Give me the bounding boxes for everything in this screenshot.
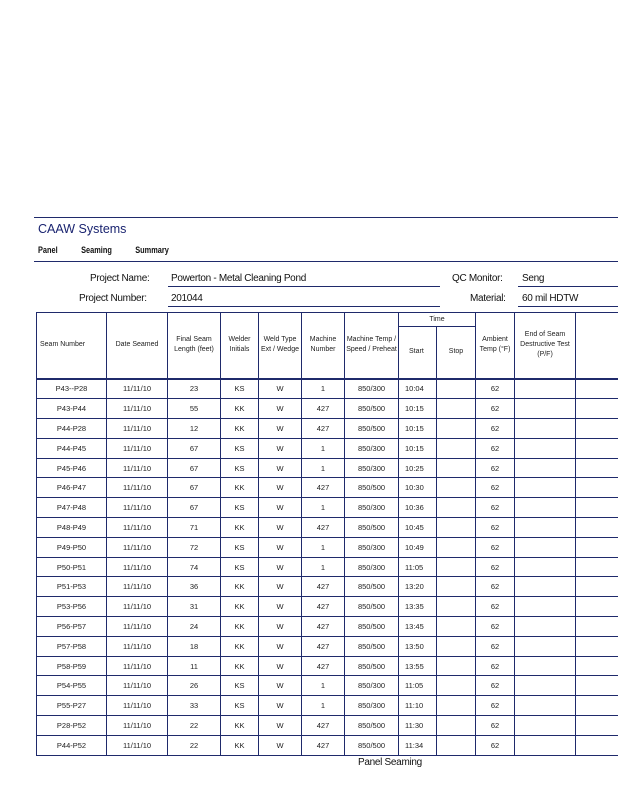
- cell-destructive-test: [515, 696, 576, 716]
- cell-weld-type: W: [259, 716, 302, 736]
- cell-seam-length: 22: [168, 735, 221, 755]
- cell-seam-length: 31: [168, 597, 221, 617]
- cell-blank: [576, 399, 618, 419]
- cell-stop-time: [437, 696, 476, 716]
- cell-welder: KS: [221, 696, 259, 716]
- cell-machine-number: 427: [302, 399, 345, 419]
- cell-start-time: 10:04: [399, 379, 437, 399]
- cell-blank: [576, 458, 618, 478]
- cell-destructive-test: [515, 438, 576, 458]
- cell-ambient-temp: 62: [476, 478, 515, 498]
- cell-start-time: 13:20: [399, 577, 437, 597]
- cell-machine-number: 427: [302, 617, 345, 637]
- cell-machine-number: 427: [302, 597, 345, 617]
- table-row: [37, 577, 618, 597]
- cell-seam-number: P54-P55: [37, 676, 107, 696]
- cell-machine-temp: 850/300: [345, 458, 399, 478]
- report-title-word: Summary: [135, 245, 169, 255]
- cell-machine-temp: 850/500: [345, 656, 399, 676]
- cell-start-time: 11:30: [399, 716, 437, 736]
- cell-ambient-temp: 62: [476, 597, 515, 617]
- cell-welder: KS: [221, 557, 259, 577]
- cell-machine-number: 1: [302, 458, 345, 478]
- cell-ambient-temp: 62: [476, 656, 515, 676]
- material-underline: [518, 306, 618, 307]
- cell-weld-type: W: [259, 676, 302, 696]
- cell-machine-temp: 850/500: [345, 716, 399, 736]
- table-row: [37, 399, 618, 419]
- cell-start-time: 11:05: [399, 557, 437, 577]
- cell-seam-number: P53-P56: [37, 597, 107, 617]
- cell-stop-time: [437, 518, 476, 538]
- cell-machine-number: 427: [302, 636, 345, 656]
- cell-seam-length: 74: [168, 557, 221, 577]
- cell-stop-time: [437, 636, 476, 656]
- cell-machine-temp: 850/500: [345, 518, 399, 538]
- cell-machine-temp: 850/300: [345, 676, 399, 696]
- cell-ambient-temp: 62: [476, 735, 515, 755]
- cell-date-seamed: 11/11/10: [107, 399, 168, 419]
- column-header-stop: Stop: [437, 327, 476, 379]
- cell-start-time: 11:05: [399, 676, 437, 696]
- cell-start-time: 11:34: [399, 735, 437, 755]
- project-name-underline: [168, 286, 440, 287]
- table-row: [37, 676, 618, 696]
- cell-machine-number: 427: [302, 478, 345, 498]
- cell-destructive-test: [515, 636, 576, 656]
- cell-machine-temp: 850/500: [345, 419, 399, 439]
- cell-ambient-temp: 62: [476, 458, 515, 478]
- column-header-weld-type: Weld Type Ext / Wedge: [259, 313, 302, 379]
- column-header-welder-initials: Welder Initials: [221, 313, 259, 379]
- cell-welder: KK: [221, 577, 259, 597]
- project-number-underline: [168, 306, 440, 307]
- cell-weld-type: W: [259, 617, 302, 637]
- cell-stop-time: [437, 577, 476, 597]
- cell-machine-temp: 850/300: [345, 438, 399, 458]
- cell-ambient-temp: 62: [476, 557, 515, 577]
- cell-seam-length: 36: [168, 577, 221, 597]
- cell-destructive-test: [515, 577, 576, 597]
- cell-destructive-test: [515, 419, 576, 439]
- table-row: [37, 656, 618, 676]
- material-value: 60 mil HDTW: [522, 293, 579, 304]
- cell-welder: KK: [221, 399, 259, 419]
- cell-weld-type: W: [259, 498, 302, 518]
- cell-machine-number: 427: [302, 656, 345, 676]
- cell-start-time: 10:36: [399, 498, 437, 518]
- cell-seam-number: P48-P49: [37, 518, 107, 538]
- cell-blank: [576, 716, 618, 736]
- cell-seam-length: 67: [168, 498, 221, 518]
- cell-weld-type: W: [259, 438, 302, 458]
- table-row: [37, 458, 618, 478]
- cell-machine-number: 427: [302, 577, 345, 597]
- cell-start-time: 10:25: [399, 458, 437, 478]
- cell-machine-number: 1: [302, 557, 345, 577]
- cell-welder: KK: [221, 518, 259, 538]
- cell-blank: [576, 597, 618, 617]
- cell-ambient-temp: 62: [476, 636, 515, 656]
- cell-welder: KS: [221, 498, 259, 518]
- cell-seam-number: P51-P53: [37, 577, 107, 597]
- cell-stop-time: [437, 557, 476, 577]
- cell-welder: KK: [221, 735, 259, 755]
- cell-weld-type: W: [259, 419, 302, 439]
- cell-date-seamed: 11/11/10: [107, 656, 168, 676]
- cell-seam-length: 12: [168, 419, 221, 439]
- cell-welder: KK: [221, 478, 259, 498]
- cell-seam-number: P47-P48: [37, 498, 107, 518]
- column-header-time: Time: [399, 313, 476, 327]
- cell-start-time: 13:55: [399, 656, 437, 676]
- cell-welder: KK: [221, 617, 259, 637]
- cell-destructive-test: [515, 478, 576, 498]
- cell-machine-temp: 850/300: [345, 696, 399, 716]
- table-row: [37, 537, 618, 557]
- cell-destructive-test: [515, 537, 576, 557]
- cell-seam-number: P49-P50: [37, 537, 107, 557]
- table-row: [37, 419, 618, 439]
- cell-machine-temp: 850/500: [345, 478, 399, 498]
- cell-machine-temp: 850/300: [345, 557, 399, 577]
- cell-weld-type: W: [259, 399, 302, 419]
- cell-blank: [576, 656, 618, 676]
- cell-ambient-temp: 62: [476, 419, 515, 439]
- cell-date-seamed: 11/11/10: [107, 478, 168, 498]
- cell-date-seamed: 11/11/10: [107, 597, 168, 617]
- cell-seam-number: P43-P44: [37, 399, 107, 419]
- cell-ambient-temp: 62: [476, 399, 515, 419]
- column-header-date-seamed: Date Seamed: [107, 313, 168, 379]
- cell-weld-type: W: [259, 458, 302, 478]
- cell-start-time: 11:10: [399, 696, 437, 716]
- table-row: [37, 478, 618, 498]
- cell-blank: [576, 537, 618, 557]
- cell-ambient-temp: 62: [476, 438, 515, 458]
- cell-seam-number: P28-P52: [37, 716, 107, 736]
- cell-date-seamed: 11/11/10: [107, 379, 168, 399]
- cell-seam-number: P43--P28: [37, 379, 107, 399]
- column-header-machine-temp: Machine Temp / Speed / Preheat: [345, 313, 399, 379]
- cell-weld-type: W: [259, 478, 302, 498]
- cell-machine-temp: 850/500: [345, 399, 399, 419]
- cell-seam-length: 67: [168, 438, 221, 458]
- table-row: [37, 557, 618, 577]
- cell-seam-number: P58-P59: [37, 656, 107, 676]
- cell-weld-type: W: [259, 597, 302, 617]
- cell-stop-time: [437, 478, 476, 498]
- cell-date-seamed: 11/11/10: [107, 696, 168, 716]
- cell-date-seamed: 11/11/10: [107, 577, 168, 597]
- cell-blank: [576, 379, 618, 399]
- cell-date-seamed: 11/11/10: [107, 716, 168, 736]
- cell-destructive-test: [515, 676, 576, 696]
- cell-seam-length: 33: [168, 696, 221, 716]
- cell-destructive-test: [515, 716, 576, 736]
- cell-weld-type: W: [259, 518, 302, 538]
- cell-blank: [576, 498, 618, 518]
- cell-destructive-test: [515, 656, 576, 676]
- cell-date-seamed: 11/11/10: [107, 458, 168, 478]
- cell-welder: KK: [221, 597, 259, 617]
- report-title-word: Panel: [38, 245, 58, 255]
- cell-ambient-temp: 62: [476, 518, 515, 538]
- cell-seam-length: 67: [168, 458, 221, 478]
- cell-seam-number: P50-P51: [37, 557, 107, 577]
- subtitle-rule: [34, 261, 618, 262]
- cell-machine-number: 427: [302, 716, 345, 736]
- cell-seam-length: 55: [168, 399, 221, 419]
- qc-monitor-underline: [518, 286, 618, 287]
- cell-blank: [576, 557, 618, 577]
- cell-destructive-test: [515, 399, 576, 419]
- cell-seam-length: 72: [168, 537, 221, 557]
- cell-blank: [576, 518, 618, 538]
- cell-date-seamed: 11/11/10: [107, 676, 168, 696]
- report-title-word: Seaming: [81, 245, 112, 255]
- column-header-blank: [576, 313, 618, 379]
- seaming-table: [36, 312, 618, 756]
- cell-stop-time: [437, 438, 476, 458]
- column-header-seam-number: Seam Number: [37, 313, 107, 379]
- top-rule: [34, 217, 618, 218]
- cell-date-seamed: 11/11/10: [107, 537, 168, 557]
- project-name-label: Project Name:: [90, 273, 150, 284]
- cell-destructive-test: [515, 557, 576, 577]
- cell-blank: [576, 419, 618, 439]
- cell-ambient-temp: 62: [476, 379, 515, 399]
- cell-seam-number: P44-P28: [37, 419, 107, 439]
- cell-machine-temp: 850/500: [345, 577, 399, 597]
- cell-blank: [576, 617, 618, 637]
- cell-machine-temp: 850/500: [345, 617, 399, 637]
- table-row: [37, 735, 618, 755]
- cell-seam-length: 18: [168, 636, 221, 656]
- cell-ambient-temp: 62: [476, 676, 515, 696]
- table-row: [37, 716, 618, 736]
- cell-start-time: 10:30: [399, 478, 437, 498]
- cell-weld-type: W: [259, 656, 302, 676]
- cell-ambient-temp: 62: [476, 696, 515, 716]
- cell-weld-type: W: [259, 577, 302, 597]
- cell-seam-number: P44-P52: [37, 735, 107, 755]
- cell-welder: KK: [221, 716, 259, 736]
- cell-seam-number: P45-P46: [37, 458, 107, 478]
- company-name: CAAW Systems: [38, 222, 127, 236]
- cell-seam-number: P44-P45: [37, 438, 107, 458]
- table-row: [37, 518, 618, 538]
- cell-start-time: 13:45: [399, 617, 437, 637]
- cell-destructive-test: [515, 617, 576, 637]
- cell-start-time: 10:15: [399, 438, 437, 458]
- cell-machine-temp: 850/500: [345, 735, 399, 755]
- cell-start-time: 10:15: [399, 399, 437, 419]
- table-row: [37, 636, 618, 656]
- project-name-value: Powerton - Metal Cleaning Pond: [171, 273, 306, 284]
- cell-blank: [576, 696, 618, 716]
- cell-seam-length: 24: [168, 617, 221, 637]
- cell-ambient-temp: 62: [476, 537, 515, 557]
- cell-seam-length: 23: [168, 379, 221, 399]
- cell-welder: KS: [221, 458, 259, 478]
- cell-welder: KS: [221, 438, 259, 458]
- cell-stop-time: [437, 498, 476, 518]
- cell-stop-time: [437, 419, 476, 439]
- cell-machine-number: 1: [302, 379, 345, 399]
- cell-seam-length: 71: [168, 518, 221, 538]
- cell-seam-length: 11: [168, 656, 221, 676]
- cell-welder: KS: [221, 379, 259, 399]
- cell-start-time: 10:49: [399, 537, 437, 557]
- column-header-start: Start: [399, 327, 437, 379]
- cell-welder: KK: [221, 656, 259, 676]
- table-row: [37, 617, 618, 637]
- cell-destructive-test: [515, 498, 576, 518]
- report-title: [38, 245, 190, 255]
- cell-machine-temp: 850/300: [345, 537, 399, 557]
- cell-machine-number: 1: [302, 537, 345, 557]
- cell-destructive-test: [515, 597, 576, 617]
- cell-date-seamed: 11/11/10: [107, 438, 168, 458]
- cell-welder: KS: [221, 537, 259, 557]
- cell-start-time: 13:35: [399, 597, 437, 617]
- cell-machine-number: 1: [302, 696, 345, 716]
- table-row: [37, 498, 618, 518]
- table-row: [37, 696, 618, 716]
- cell-weld-type: W: [259, 696, 302, 716]
- cell-start-time: 13:50: [399, 636, 437, 656]
- qc-monitor-value: Seng: [522, 273, 545, 284]
- cell-machine-temp: 850/300: [345, 379, 399, 399]
- cell-stop-time: [437, 399, 476, 419]
- cell-date-seamed: 11/11/10: [107, 557, 168, 577]
- column-header-destructive-test: End of Seam Destructive Test (P/F): [515, 313, 576, 379]
- cell-date-seamed: 11/11/10: [107, 419, 168, 439]
- cell-date-seamed: 11/11/10: [107, 617, 168, 637]
- cell-stop-time: [437, 716, 476, 736]
- cell-machine-temp: 850/500: [345, 636, 399, 656]
- cell-stop-time: [437, 676, 476, 696]
- cell-weld-type: W: [259, 557, 302, 577]
- cell-blank: [576, 735, 618, 755]
- column-header-machine-number: Machine Number: [302, 313, 345, 379]
- cell-stop-time: [437, 379, 476, 399]
- cell-welder: KK: [221, 636, 259, 656]
- cell-welder: KS: [221, 676, 259, 696]
- table-row: [37, 379, 618, 399]
- cell-machine-number: 1: [302, 676, 345, 696]
- cell-blank: [576, 438, 618, 458]
- cell-weld-type: W: [259, 735, 302, 755]
- table-row: [37, 438, 618, 458]
- cell-date-seamed: 11/11/10: [107, 735, 168, 755]
- cell-date-seamed: 11/11/10: [107, 518, 168, 538]
- cell-seam-number: P57-P58: [37, 636, 107, 656]
- cell-stop-time: [437, 656, 476, 676]
- column-header-seam-length: Final Seam Length (feet): [168, 313, 221, 379]
- cell-stop-time: [437, 458, 476, 478]
- cell-seam-length: 26: [168, 676, 221, 696]
- cell-seam-number: P56-P57: [37, 617, 107, 637]
- cell-seam-length: 67: [168, 478, 221, 498]
- footer-label: Panel Seaming: [358, 757, 422, 768]
- cell-ambient-temp: 62: [476, 577, 515, 597]
- cell-seam-number: P55-P27: [37, 696, 107, 716]
- cell-ambient-temp: 62: [476, 617, 515, 637]
- cell-destructive-test: [515, 518, 576, 538]
- cell-seam-length: 22: [168, 716, 221, 736]
- cell-stop-time: [437, 597, 476, 617]
- cell-stop-time: [437, 735, 476, 755]
- cell-start-time: 10:45: [399, 518, 437, 538]
- cell-ambient-temp: 62: [476, 498, 515, 518]
- material-label: Material:: [470, 293, 506, 304]
- table-row: [37, 597, 618, 617]
- cell-welder: KK: [221, 419, 259, 439]
- cell-destructive-test: [515, 458, 576, 478]
- cell-machine-number: 1: [302, 498, 345, 518]
- cell-weld-type: W: [259, 636, 302, 656]
- cell-blank: [576, 478, 618, 498]
- cell-weld-type: W: [259, 379, 302, 399]
- cell-blank: [576, 636, 618, 656]
- project-number-label: Project Number:: [79, 293, 147, 304]
- column-header-ambient-temp: Ambient Temp (°F): [476, 313, 515, 379]
- project-number-value: 201044: [171, 293, 203, 304]
- cell-start-time: 10:15: [399, 419, 437, 439]
- cell-date-seamed: 11/11/10: [107, 636, 168, 656]
- cell-machine-temp: 850/500: [345, 597, 399, 617]
- cell-destructive-test: [515, 735, 576, 755]
- cell-blank: [576, 577, 618, 597]
- cell-machine-number: 427: [302, 518, 345, 538]
- cell-blank: [576, 676, 618, 696]
- cell-date-seamed: 11/11/10: [107, 498, 168, 518]
- cell-destructive-test: [515, 379, 576, 399]
- cell-machine-number: 427: [302, 735, 345, 755]
- cell-machine-temp: 850/300: [345, 498, 399, 518]
- cell-stop-time: [437, 617, 476, 637]
- cell-weld-type: W: [259, 537, 302, 557]
- cell-ambient-temp: 62: [476, 716, 515, 736]
- cell-machine-number: 427: [302, 419, 345, 439]
- cell-machine-number: 1: [302, 438, 345, 458]
- qc-monitor-label: QC Monitor:: [452, 273, 503, 284]
- cell-seam-number: P46-P47: [37, 478, 107, 498]
- cell-stop-time: [437, 537, 476, 557]
